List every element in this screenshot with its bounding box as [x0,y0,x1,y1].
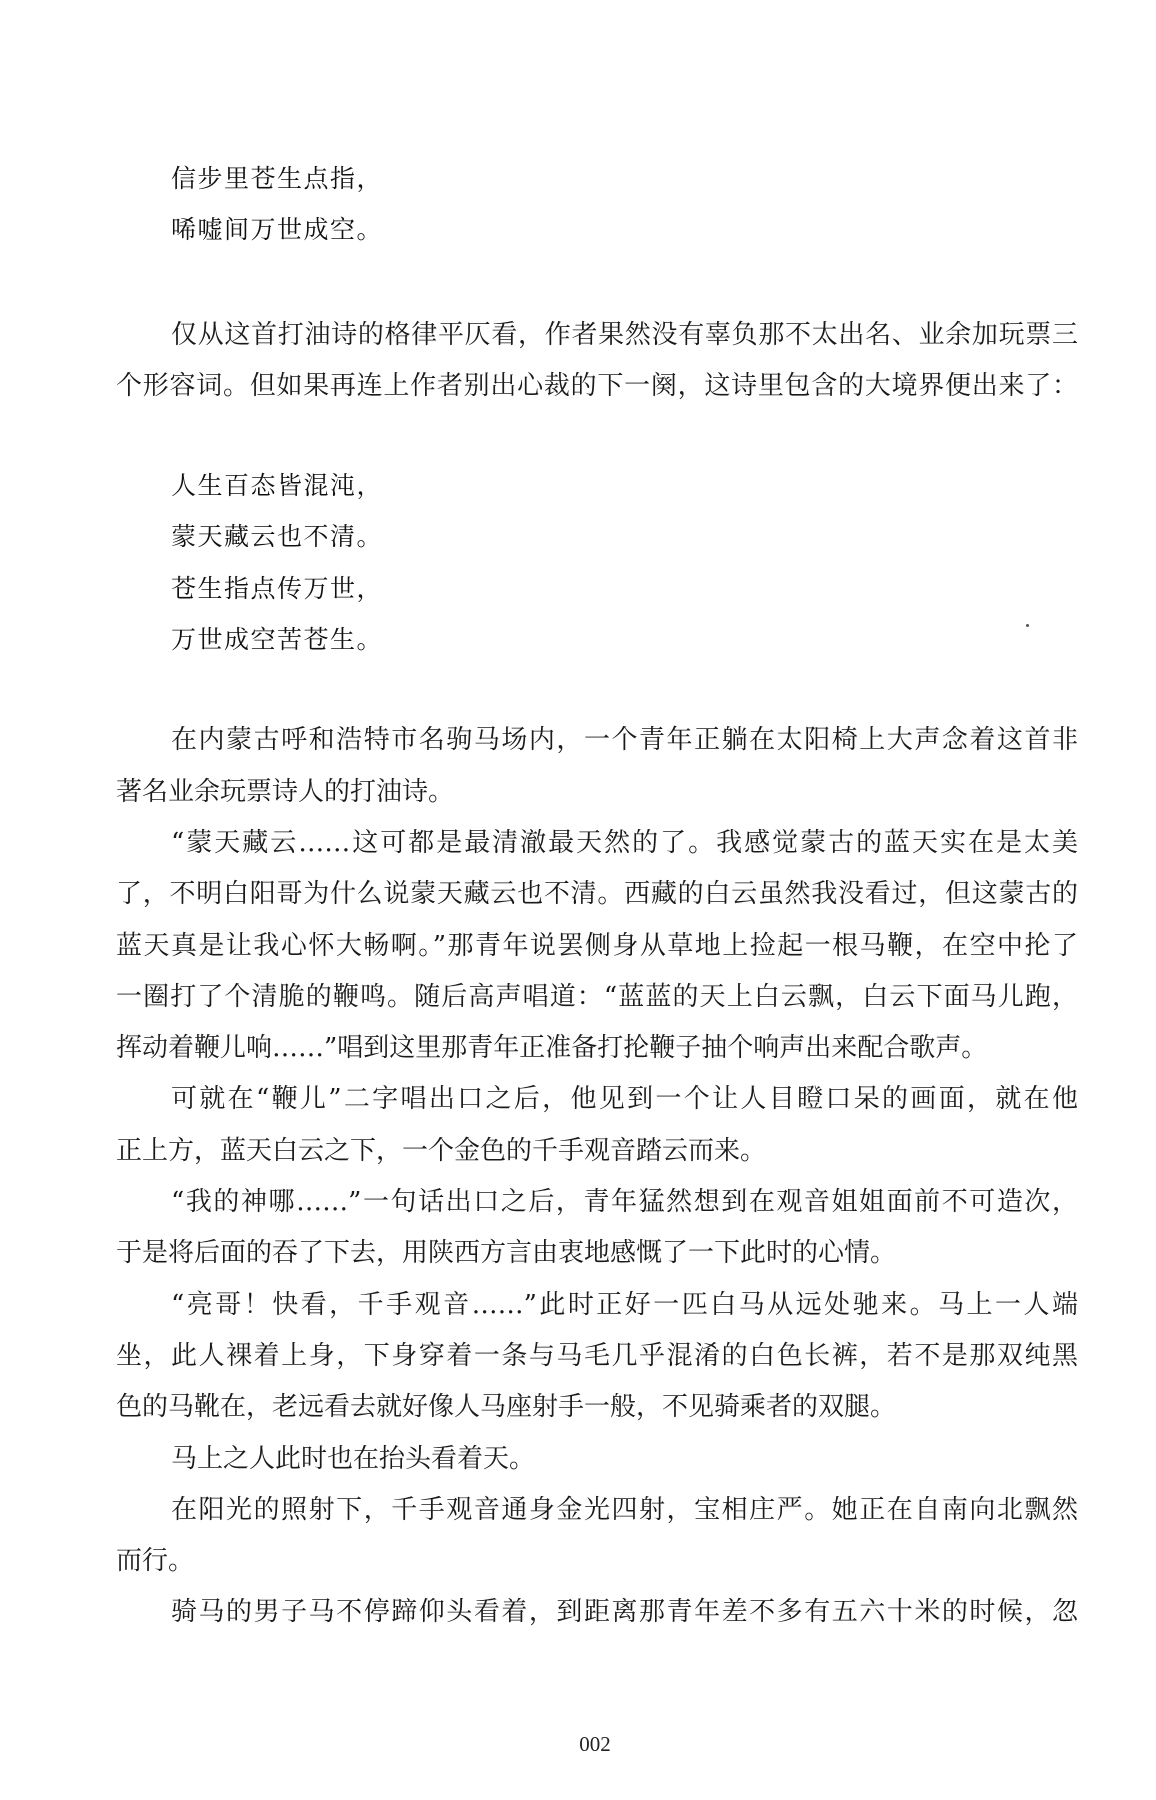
poem-line: 万世成空苦苍生。 [171,625,384,655]
paragraph-line: 色的马靴在，老远看去就好像人马座射手一般，不见骑乘者的双腿。 [116,1392,897,1423]
poem-stanza [116,153,1078,256]
page-body [116,153,1078,1639]
paragraph-line: 一圈打了个清脆的鞭鸣。随后高声唱道：“蓝蓝的天上白云飘，白云下面马儿跑， [116,981,1078,1012]
poem-line: 唏嘘间万世成空。 [171,215,384,245]
body-paragraph [116,1074,1078,1177]
paragraph-line: 著名业余玩票诗人的打油诗。 [116,776,455,807]
body-paragraph [116,1177,1078,1280]
scan-speck [1026,624,1029,627]
paragraph-line: 马上之人此时也在抬头看着天。 [171,1443,536,1474]
body-paragraph [116,818,1078,1074]
paragraph-line: 而行。 [116,1546,195,1577]
paragraph-line: 挥动着鞭儿响……”唱到这里那青年正准备打抡鞭子抽个响声出来配合歌声。 [116,1033,988,1064]
paragraph-line: “蒙天藏云……这可都是最清澈最天然的了。我感觉蒙古的蓝天实在是太美 [171,827,1078,858]
page-number: 002 [579,1732,611,1756]
body-paragraph [116,715,1078,818]
paragraph-line: 仅从这首打油诗的格律平仄看，作者果然没有辜负那不太出名、业余加玩票三 [171,319,1078,350]
paragraph-line: 了，不明白阳哥为什么说蒙天藏云也不清。西藏的白云虽然我没看过，但这蒙古的 [116,879,1078,910]
paragraph-line: 骑马的男子马不停蹄仰头看着，到距离那青年差不多有五六十米的时候，忽 [171,1597,1078,1628]
poem-line: 人生百态皆混沌， [171,471,384,501]
paragraph-line: 正上方，蓝天白云之下，一个金色的千手观音踏云而来。 [116,1135,767,1166]
poem-line: 蒙天藏云也不清。 [171,522,384,552]
body-paragraph [116,1587,1078,1638]
paragraph-line: 在阳光的照射下，千手观音通身金光四射，宝相庄严。她正在自南向北飘然 [171,1494,1078,1525]
paragraph-line: “我的神哪……”一句话出口之后，青年猛然想到在观音姐姐面前不可造次， [171,1187,1078,1218]
body-paragraph [116,1434,1078,1485]
poem-line: 苍生指点传万世， [171,573,384,603]
paragraph-line: “亮哥！快看，千手观音……”此时正好一匹白马从远处驰来。马上一人端 [171,1289,1078,1320]
paragraph-line: 于是将后面的吞了下去，用陕西方言由衷地感慨了一下此时的心情。 [116,1238,897,1269]
poem-stanza [116,460,1078,665]
body-paragraph [116,1280,1078,1434]
paragraph-line: 可就在“鞭儿”二字唱出口之后，他见到一个让人目瞪口呆的画面，就在他 [171,1084,1078,1115]
paragraph-line: 个形容词。但如果再连上作者别出心裁的下一阕，这诗里包含的大境界便出来了： [116,370,1078,401]
paragraph-line: 蓝天真是让我心怀大畅啊。”那青年说罢侧身从草地上捡起一根马鞭，在空中抡了 [116,930,1078,961]
body-paragraph [116,310,1078,413]
body-paragraph [116,1485,1078,1588]
poem-line: 信步里苍生点指， [171,164,384,193]
paragraph-line: 在内蒙古呼和浩特市名驹马场内，一个青年正躺在太阳椅上大声念着这首非 [171,725,1078,756]
paragraph-line: 坐，此人裸着上身，下身穿着一条与马毛几乎混淆的白色长裤，若不是那双纯黑 [116,1340,1078,1371]
